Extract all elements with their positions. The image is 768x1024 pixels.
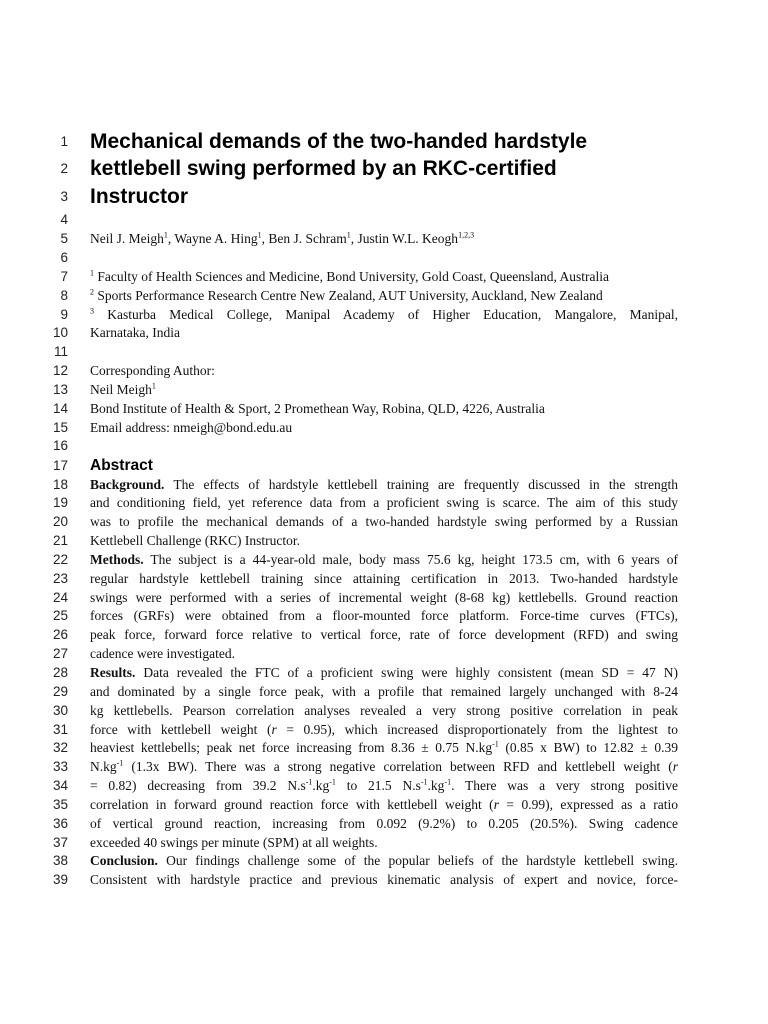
author-name: Neil J. Meigh [90, 231, 164, 246]
corresponding-name [90, 381, 678, 399]
exponent: -1 [444, 777, 452, 787]
affiliation [90, 268, 678, 286]
abstract-line: peak force, forward force relative to vertical force, rate of force development (RFD) and swing [90, 627, 678, 642]
paper-title-line: Instructor [90, 185, 189, 208]
author-name: Justin W.L. Keogh [357, 231, 459, 246]
abstract-line: exceeded 40 swings per minute (SPM) at all weights. [90, 835, 378, 850]
abstract-text: N.kg [90, 759, 117, 774]
abstract-text: correlation in forward ground reaction force with kettlebell weight ( [90, 797, 494, 812]
line-number: 25 [52, 608, 68, 623]
line-number: 37 [52, 835, 68, 850]
affiliation-number: 1 [90, 268, 94, 278]
abstract-line [90, 796, 678, 814]
line-number: 10 [52, 325, 68, 340]
exponent: -1 [329, 777, 336, 787]
exponent: -1 [492, 739, 499, 749]
background-label: Background. [90, 477, 165, 492]
abstract-line: forces (GRFs) were obtained from a floor-mounted force platform. Force-time curves (FTCs), [90, 608, 678, 623]
abstract-line [90, 551, 678, 569]
author-name: Ben J. Schram [268, 231, 347, 246]
author-affiliation-sup: 1 [163, 230, 168, 240]
line-number: 15 [52, 420, 68, 435]
abstract-text: Our findings challenge some of the popular beliefs of the hardstyle kettlebell swing. [157, 853, 678, 868]
line-number: 7 [60, 269, 68, 284]
paper-title-line: Mechanical demands of the two-handed hardstyle [90, 130, 588, 153]
author-affiliation-sup: 1 [257, 230, 262, 240]
abstract-line: Kettlebell Challenge (RKC) Instructor. [90, 533, 300, 548]
abstract-text: The subject is a 44-year-old male, body mass 75.6 kg, height 173.5 cm, with 6 years of [143, 552, 678, 567]
abstract-text: (0.85 x BW) to 12.82 ± 0.39 [498, 740, 678, 755]
abstract-text: = 0.82) decreasing from 39.2 N.s [90, 778, 306, 793]
line-number: 12 [52, 363, 68, 378]
line-number: 9 [60, 307, 68, 322]
abstract-line: of vertical ground reaction, increasing from 0.092 (9.2%) to 0.205 (20.5%). Swing cadence [90, 816, 678, 831]
stat-symbol: r [271, 722, 277, 737]
corresponding-name-sup: 1 [151, 381, 156, 391]
abstract-line: regular hardstyle kettlebell training since attaining certification in 2013. Two-handed hardstyle [90, 571, 678, 586]
line-number: 16 [52, 438, 68, 453]
line-number: 3 [60, 189, 68, 204]
abstract-line: was to profile the mechanical demands of a two-handed hardstyle swing performed by a Russian [90, 514, 678, 529]
abstract-text: .kg [312, 778, 330, 793]
results-label: Results. [90, 665, 136, 680]
line-number: 14 [52, 401, 68, 416]
abstract-line: cadence were investigated. [90, 646, 236, 661]
affiliation-continuation: Karnataka, India [90, 325, 180, 340]
affiliation-text: Sports Performance Research Centre New Zealand, AUT University, Auckland, New Zealand [94, 288, 603, 303]
line-number: 4 [60, 212, 68, 227]
line-number: 29 [52, 684, 68, 699]
abstract-line: and conditioning field, yet reference data from a proficient swing is scarce. The aim of this study [90, 495, 678, 510]
line-number: 22 [52, 552, 68, 567]
abstract-text: Data revealed the FTC of a proficient swing were highly consistent (mean SD = 47 N) [135, 665, 678, 680]
affiliation [90, 287, 678, 305]
corresponding-address: Bond Institute of Health & Sport, 2 Promethean Way, Robina, QLD, 4226, Australia [90, 401, 545, 416]
line-number: 36 [52, 816, 68, 831]
line-number: 26 [52, 627, 68, 642]
affiliation-number: 3 [90, 306, 94, 316]
line-number: 8 [60, 288, 68, 303]
line-number: 2 [60, 161, 68, 176]
line-number: 23 [52, 571, 68, 586]
author-affiliation-sup: 1,2,3 [458, 230, 475, 240]
abstract-line [90, 739, 678, 757]
line-number: 17 [52, 458, 68, 473]
line-number: 24 [52, 590, 68, 605]
abstract-line [90, 664, 678, 682]
line-number: 18 [52, 477, 68, 492]
line-number: 33 [52, 759, 68, 774]
conclusion-label: Conclusion. [90, 853, 158, 868]
exponent: -1 [420, 777, 428, 787]
abstract-text: = 0.95), which increased disproportionately from the lightest to [276, 722, 678, 737]
exponent: -1 [305, 777, 313, 787]
abstract-heading: Abstract [90, 457, 153, 474]
line-number: 28 [52, 665, 68, 680]
line-number: 35 [52, 797, 68, 812]
affiliation-text: Kasturba Medical College, Manipal Academy of Higher Education, Mangalore, Manipal, [94, 307, 678, 322]
abstract-text: .kg [427, 778, 445, 793]
corresponding-label: Corresponding Author: [90, 363, 215, 378]
abstract-text: . There was a very strong positive [451, 778, 678, 793]
line-number: 39 [52, 872, 68, 887]
stat-symbol: r [493, 797, 499, 812]
affiliation-number: 2 [90, 287, 94, 297]
line-number: 13 [52, 382, 68, 397]
author-name: Wayne A. Hing [174, 231, 258, 246]
author-affiliation-sup: 1 [346, 230, 351, 240]
author-list: Neil J. Meigh$^1$, Wayne A. Hing$^1$, Ben J. Schram$^1$, Justin W.L. Keogh$^{1,2,3}$ [90, 230, 475, 246]
abstract-line [90, 758, 678, 776]
abstract-line: swings were performed with a series of incremental weight (8-68 kg) kettlebells. Ground reaction [90, 590, 678, 605]
line-number: 20 [52, 514, 68, 529]
abstract-line [90, 721, 678, 739]
abstract-text: The effects of hardstyle kettlebell training are frequently discussed in the strength [164, 477, 678, 492]
corresponding-name-text: Neil Meigh [90, 382, 152, 397]
stat-symbol: r [672, 759, 678, 774]
corresponding-email: Email address: nmeigh@bond.edu.au [90, 420, 293, 435]
line-number: 27 [52, 646, 68, 661]
line-number: 19 [52, 495, 68, 510]
affiliation-text: Faculty of Health Sciences and Medicine, Bond University, Gold Coast, Queensland, Australia [94, 269, 610, 284]
abstract-text: = 0.99), expressed as a ratio [498, 797, 678, 812]
line-number: 31 [52, 722, 68, 737]
abstract-text: (1.3x BW). There was a strong negative correlation between RFD and kettlebell weight ( [123, 759, 673, 774]
abstract-text: to 21.5 N.s [335, 778, 421, 793]
exponent: -1 [116, 758, 124, 768]
abstract-text: force with kettlebell weight ( [90, 722, 272, 737]
abstract-text: heaviest kettlebells; peak net force increasing from 8.36 ± 0.75 N.kg [90, 740, 493, 755]
line-number: 32 [52, 740, 68, 755]
abstract-line [90, 777, 678, 795]
affiliation [90, 306, 678, 324]
line-number: 34 [52, 778, 68, 793]
paper-title-line: kettlebell swing performed by an RKC-certified [90, 157, 557, 180]
abstract-line: and dominated by a single force peak, with a profile that remained largely unchanged with 8-24 [90, 684, 678, 699]
line-number: 30 [52, 703, 68, 718]
line-number: 21 [52, 533, 68, 548]
abstract-line [90, 476, 678, 494]
line-number: 6 [60, 250, 68, 265]
abstract-line [90, 852, 678, 870]
line-number: 38 [52, 853, 68, 868]
methods-label: Methods. [90, 552, 144, 567]
line-number: 11 [53, 344, 68, 359]
abstract-line: Consistent with hardstyle practice and previous kinematic analysis of expert and novice, force- [90, 872, 678, 887]
line-number: 5 [60, 231, 68, 246]
abstract-line: kg kettlebells. Pearson correlation analyses revealed a very strong positive correlation in peak [90, 703, 678, 718]
line-number: 1 [60, 134, 68, 149]
